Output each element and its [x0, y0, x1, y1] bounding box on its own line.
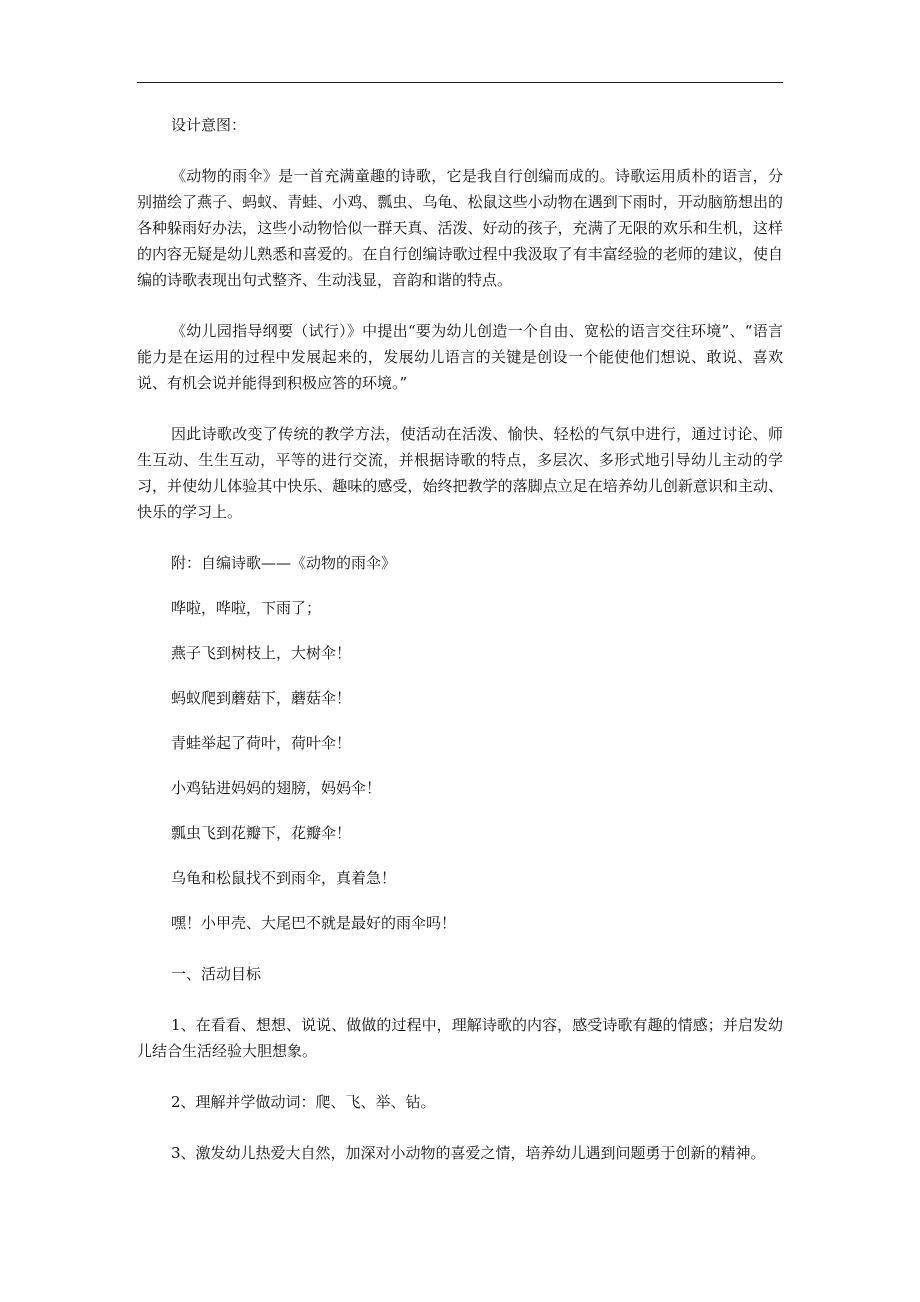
poem-line: 蚂蚁爬到蘑菇下，蘑菇伞！	[171, 689, 352, 707]
poem-line: 小鸡钻进妈妈的翅膀，妈妈伞！	[171, 779, 382, 797]
poem-line: 哗啦，哗啦，下雨了；	[171, 599, 322, 617]
poem-line: 青蛙举起了荷叶，荷叶伞！	[171, 734, 352, 752]
poem-title: 附：自编诗歌——《动物的雨伞》	[171, 554, 397, 572]
goal-item: 2、理解并学做动词：爬、飞、举、钻。	[171, 1093, 436, 1111]
goal-item: 1、在看看、想想、说说、做做的过程中，理解诗歌的内容，感受诗歌有趣的情感；并启发幼儿结合生活经验大胆想象。	[137, 1016, 783, 1060]
header-rule	[137, 82, 783, 83]
design-heading: 设计意图：	[171, 116, 247, 134]
document-body	[137, 112, 783, 1166]
goals-heading: 一、活动目标	[171, 965, 262, 983]
poem-line: 乌龟和松鼠找不到雨伞，真着急！	[171, 869, 397, 887]
poem-line: 燕子飞到树枝上，大树伞！	[171, 644, 352, 662]
intro-paragraph: 《动物的雨伞》是一首充满童趣的诗歌，它是我自行创编而成的。诗歌运用质朴的语言，分别描绘了燕子、蚂蚁、青蛙、小鸡、瓢虫、乌龟、松鼠这些小动物在遇到下雨时，开动脑筋想出的各种躲雨好办法，这些小动物恰似一群天真、活泼、好动的孩子，充满了无限的欢乐和生机，这样的内容无疑是幼儿熟悉和喜爱的。在自行创编诗歌过程中我汲取了有丰富经验的老师的建议，使自编的诗歌表现出句式整齐、生动浅显，音韵和谐的特点。	[137, 167, 783, 289]
goal-item: 3、激发幼儿热爱大自然，加深对小动物的喜爱之情，培养幼儿遇到问题勇于创新的精神。	[171, 1144, 766, 1162]
poem-line: 嘿！小甲壳、大尾巴不就是最好的雨伞吗！	[171, 914, 457, 932]
poem-line: 瓢虫飞到花瓣下，花瓣伞！	[171, 824, 352, 842]
intro-paragraph: 《幼儿园指导纲要（试行）》中提出“要为幼儿创造一个自由、宽松的语言交往环境”、“语言能力是在运用的过程中发展起来的，发展幼儿语言的关键是创设一个能使他们想说、敢说、喜欢说、有机会说并能得到积极应答的环境。”	[137, 322, 783, 392]
intro-paragraph: 因此诗歌改变了传统的教学方法，使活动在活泼、愉快、轻松的气氛中进行，通过讨论、师生互动、生生互动，平等的进行交流，并根据诗歌的特点，多层次、多形式地引导幼儿主动的学习，并使幼儿体验其中快乐、趣味的感受，始终把教学的落脚点立足在培养幼儿创新意识和主动、快乐的学习上。	[137, 425, 783, 521]
